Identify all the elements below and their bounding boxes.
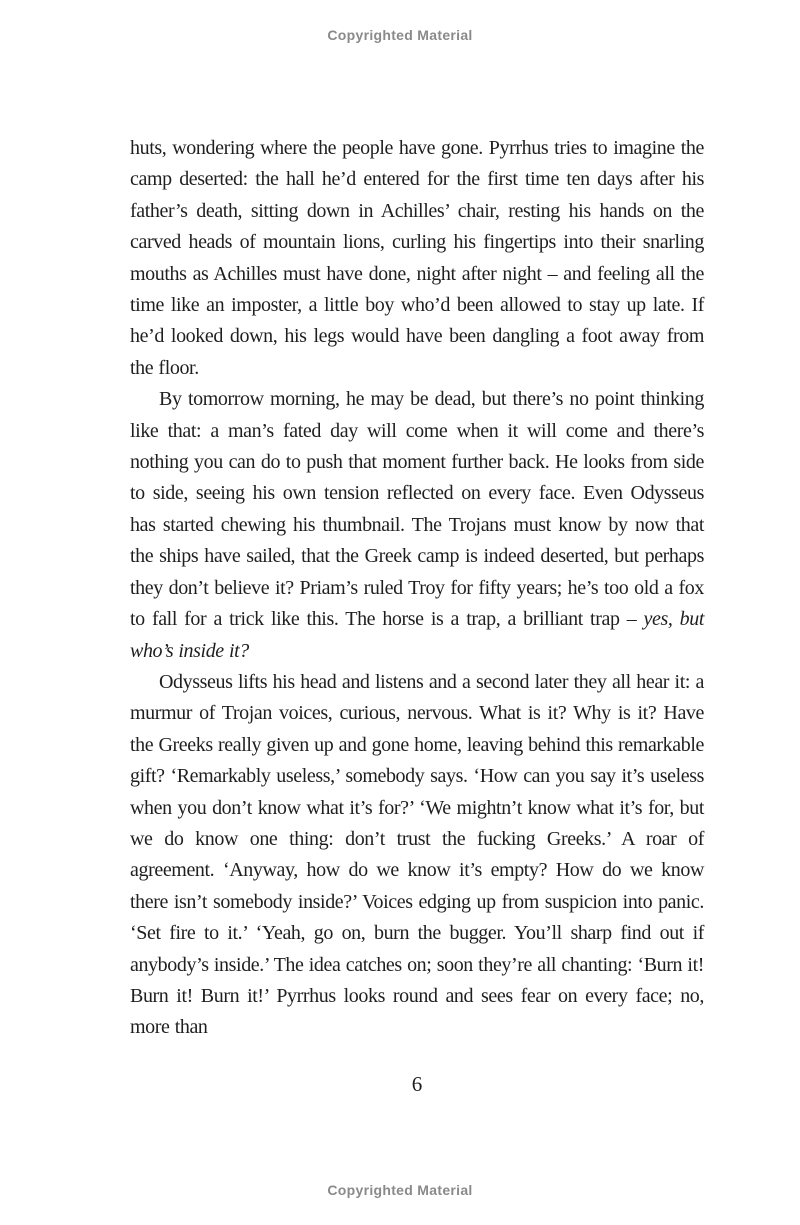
copyright-notice-bottom: Copyrighted Material	[327, 1182, 473, 1198]
copyright-notice-top: Copyrighted Material	[327, 27, 473, 43]
paragraph	[130, 384, 704, 667]
page-text-block	[130, 133, 704, 1044]
paragraph-text-italic: yes, but who’s inside it?	[130, 608, 705, 662]
paragraph-text: Odysseus lifts his head and listens and a second later they all hear it: a murmur of Trojan voices, curious, nervous. What is it? Why is it? Have the Greeks really given up and gone home, leaving behind this remarkable gift? ‘Remarkably useless,’ somebody says. ‘How can you say it’s useless when you don’t know what it’s for?’ ‘We mightn’t know what it’s for, but we do know one thing: don’t trust the fucking Greeks.’ A roar of agreement. ‘Anyway, how do we know it’s empty? How do we know there isn’t somebody inside?’ Voices edging up from suspicion into panic. ‘Set fire to it.’ ‘Yeah, go on, burn the bugger. You’ll sharp find out if anybody’s inside.’ The idea catches on; soon they’re all chanting: ‘Burn it! Burn it! Burn it!’ Pyrrhus looks round and sees fear on every face; no, more than	[130, 670, 704, 1039]
paragraph	[130, 133, 704, 384]
page-number: 6	[411, 1072, 423, 1096]
paragraph-text: huts, wondering where the people have gone. Pyrrhus tries to imagine the camp deserted: the hall he’d entered for the first time ten days after his father’s death, sitting down in Achilles’ chair, resting his hands on the carved heads of mountain lions, curling his fingertips into their snarling mouths as Achilles must have done, night after night – and feeling all the time like an imposter, a little boy who’d been allowed to stay up late. If he’d looked down, his legs would have been dangling a foot away from the floor.	[130, 137, 704, 379]
paragraph-text: By tomorrow morning, he may be dead, but there’s no point thinking like that: a man’s fated day will come when it will come and there’s nothing you can do to push that moment further back. He looks from side to side, seeing his own tension reflected on every face. Even Odysseus has started chewing his thumbnail. The Trojans must know by now that the ships have sailed, that the Greek camp is indeed deserted, but perhaps they don’t believe it? Priam’s ruled Troy for fifty years; he’s too old a fox to fall for a trick like this. The horse is a trap, a brilliant trap –	[130, 388, 704, 631]
paragraph	[130, 667, 704, 1044]
